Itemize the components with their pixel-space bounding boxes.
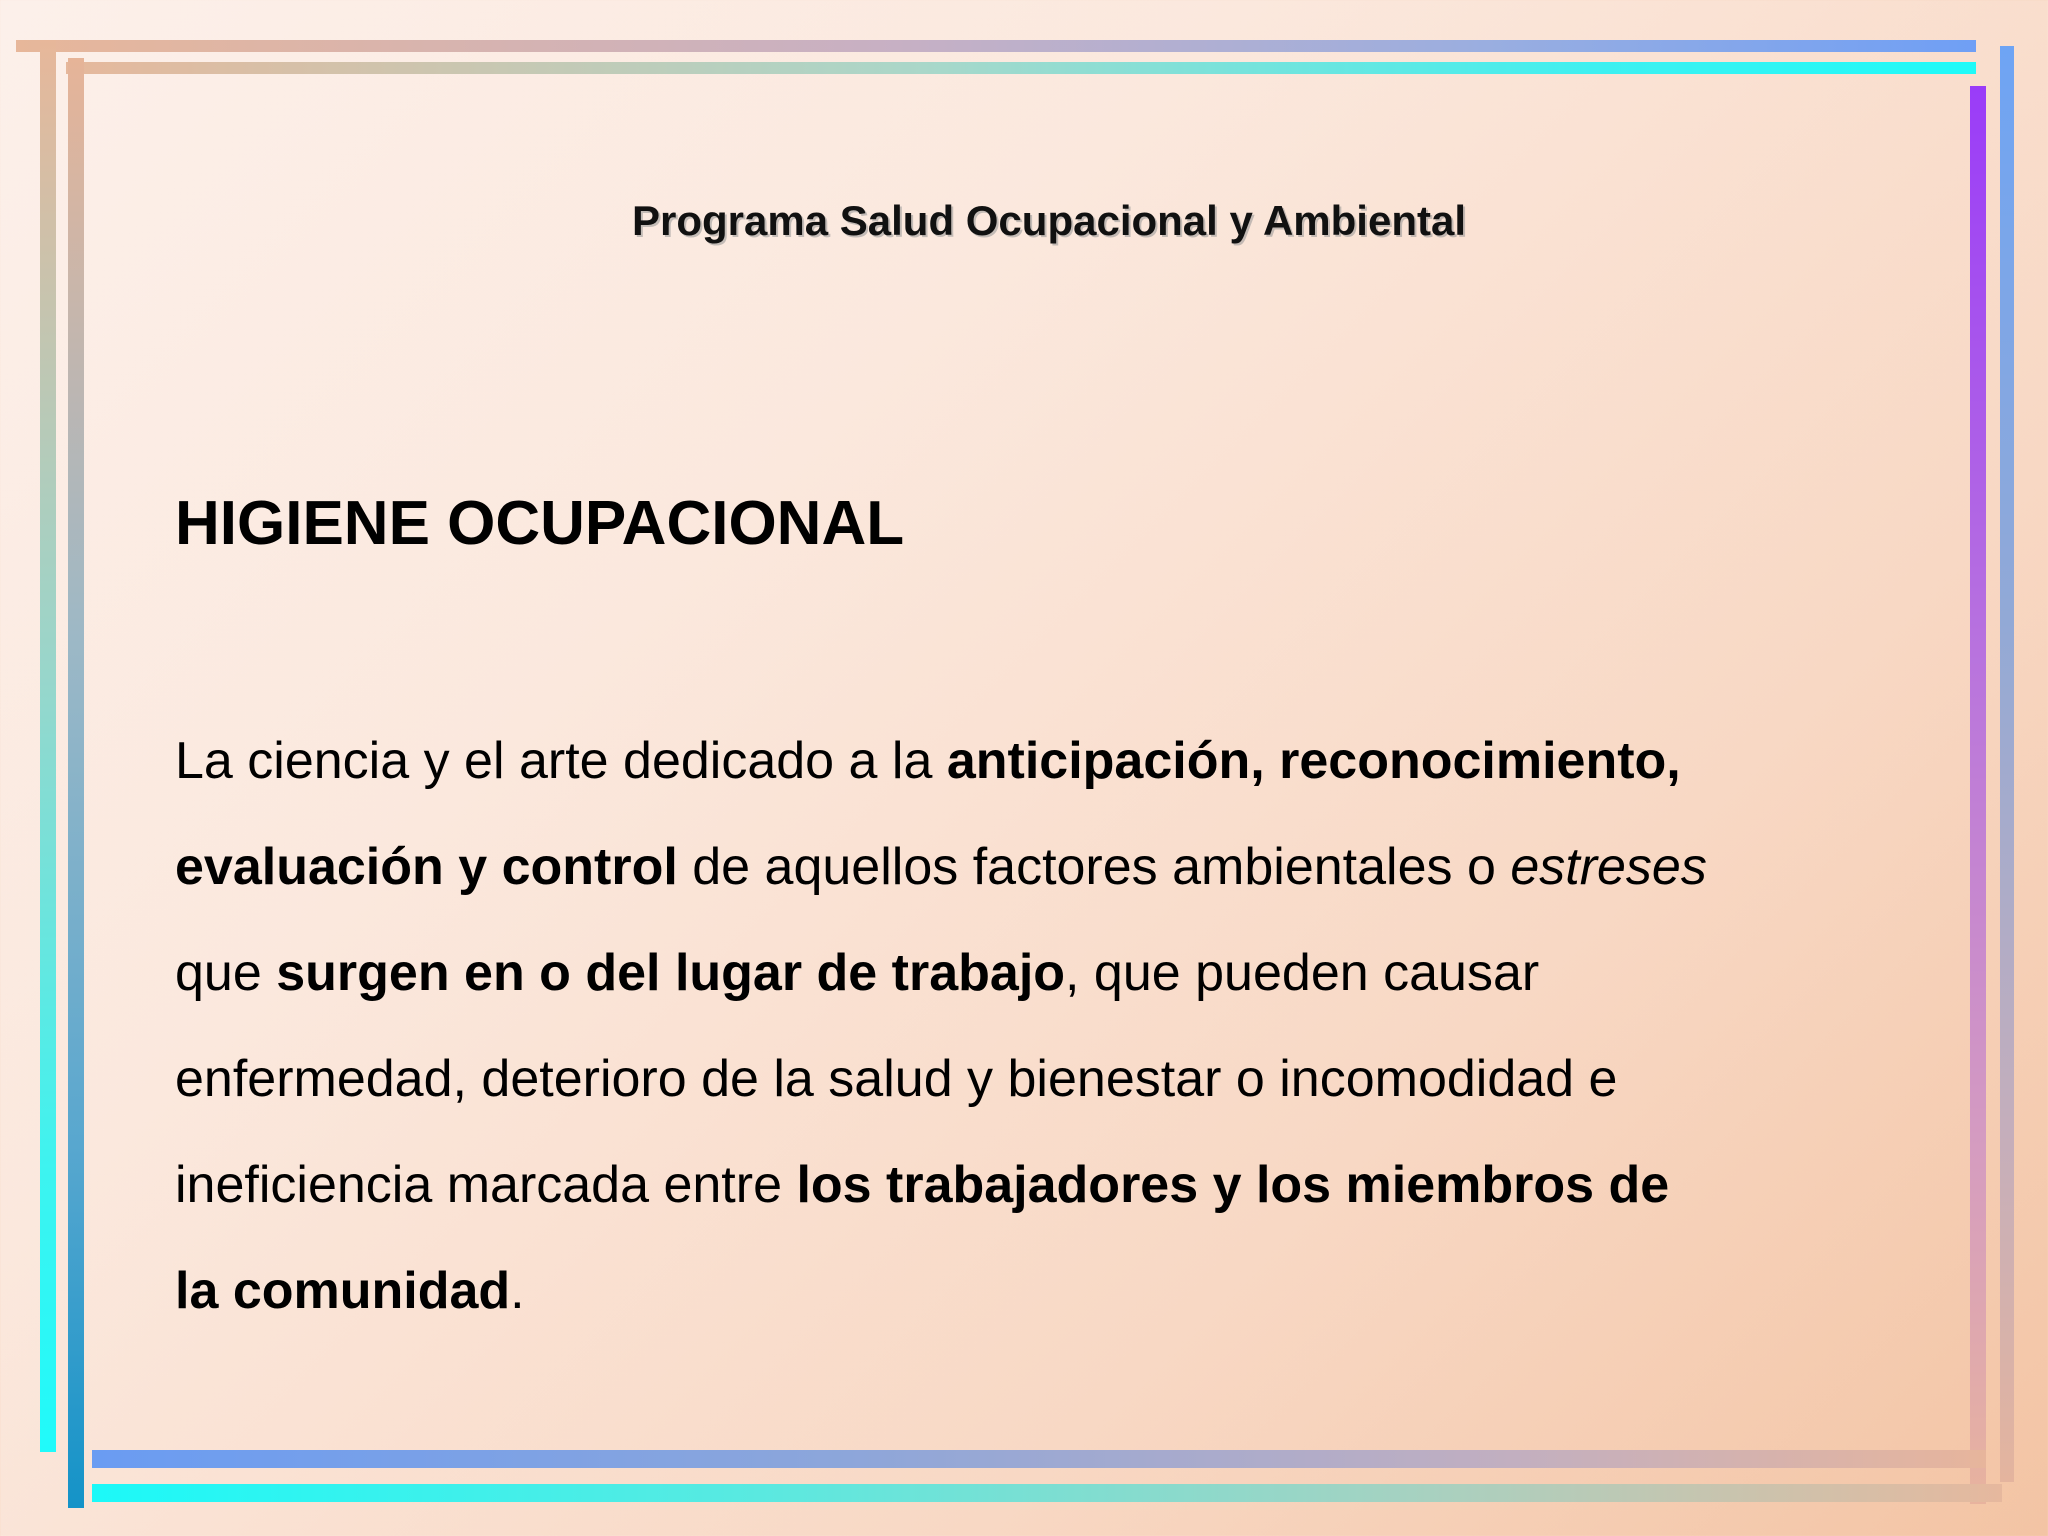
frame-bar-top-inner (66, 62, 1976, 74)
text-run: , que pueden causar (1065, 944, 1540, 1002)
paragraph-line-6 (175, 1238, 1895, 1344)
bold-text-run: surgen en o del lugar de trabajo (276, 944, 1066, 1002)
text-run: . (510, 1262, 525, 1320)
paragraph-line-1 (175, 708, 1895, 814)
frame-bar-right-inner (1970, 86, 1986, 1504)
frame-bar-right-outer (2000, 46, 2014, 1482)
frame-bar-left-inner (68, 58, 84, 1508)
text-run: de aquellos factores ambientales o (677, 838, 1511, 896)
italic-text-run: estreses (1510, 838, 1707, 896)
frame-bar-bottom-outer (92, 1484, 2002, 1502)
text-run: enfermedad, deterioro de la salud y bienestar o incomodidad e (175, 1050, 1618, 1108)
frame-bar-top-outer (16, 40, 1976, 52)
text-run: que (175, 944, 277, 1002)
frame-bar-left-outer (40, 40, 56, 1452)
bold-text-run: anticipación, reconocimiento, (946, 732, 1681, 790)
text-run: La ciencia y el arte dedicado a la (175, 732, 947, 790)
paragraph-line-2 (175, 814, 1895, 920)
bold-text-run: evaluación y control (175, 838, 678, 896)
paragraph-line-3 (175, 920, 1895, 1026)
paragraph-line-5 (175, 1132, 1895, 1238)
bold-text-run: la comunidad (175, 1262, 511, 1320)
slide-header: Programa Salud Ocupacional y Ambiental (632, 197, 1466, 244)
definition-paragraph (175, 708, 1895, 1344)
paragraph-line-4 (175, 1026, 1895, 1132)
slide-title: HIGIENE OCUPACIONAL (175, 489, 905, 558)
text-run: ineficiencia marcada entre (175, 1156, 797, 1214)
bold-text-run: los trabajadores y los miembros de (796, 1156, 1670, 1214)
frame-bar-bottom-inner (92, 1450, 1986, 1468)
